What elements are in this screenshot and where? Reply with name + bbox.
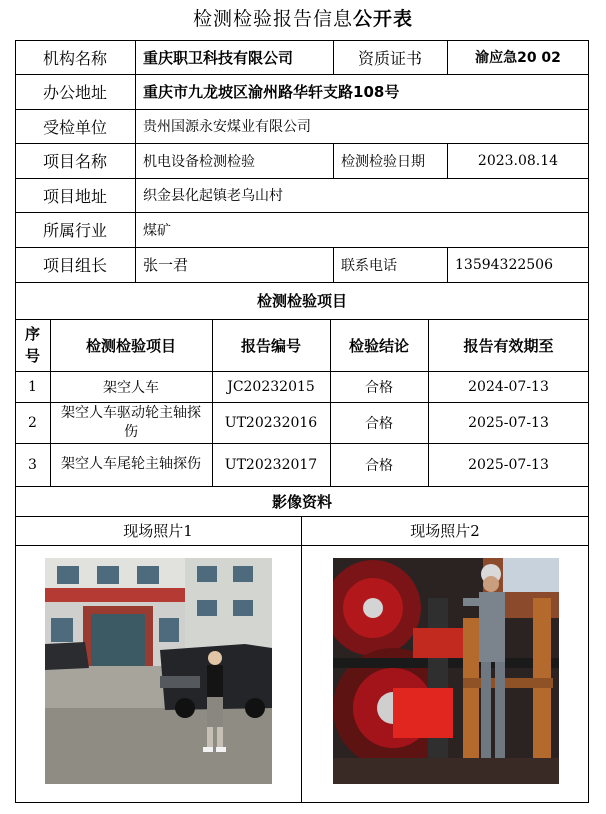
date-value: 2023.08.14 bbox=[477, 152, 559, 169]
table-row-result: 合格 bbox=[365, 379, 393, 396]
project-value: 机电设备检测检验 bbox=[143, 153, 255, 170]
title-main: 检测检验报告信息 bbox=[192, 8, 353, 30]
header-item: 检测检验项目 bbox=[85, 336, 176, 355]
phone-value: 13594322506 bbox=[455, 256, 553, 273]
table-row-report: UT20232016 bbox=[224, 414, 318, 431]
header-result: 检验结论 bbox=[348, 336, 409, 355]
address-value: 重庆市九龙坡区渝州路华轩支路108号 bbox=[143, 83, 400, 101]
org-label: 机构名称 bbox=[42, 48, 107, 68]
address-label: 办公地址 bbox=[42, 83, 107, 102]
table-row-no: 2 bbox=[28, 414, 37, 431]
photo2-label: 现场照片2 bbox=[410, 522, 480, 540]
header-no: 序号 bbox=[24, 325, 40, 365]
page-title bbox=[0, 4, 606, 31]
table-row-result: 合格 bbox=[365, 457, 393, 474]
image-section-title: 影像资料 bbox=[271, 492, 332, 511]
site-value: 织金县化起镇老乌山村 bbox=[143, 188, 283, 204]
cert-value: 渝应急20 02 bbox=[475, 50, 561, 66]
project-label: 项目名称 bbox=[42, 152, 107, 171]
org-value: 重庆职卫科技有限公司 bbox=[143, 48, 294, 67]
date-label: 检测检验日期 bbox=[341, 153, 425, 170]
table-row-no: 3 bbox=[28, 456, 37, 473]
table-row-report: UT20232017 bbox=[224, 456, 318, 473]
table-row-no: 1 bbox=[28, 378, 37, 395]
table-row-report: JC20232015 bbox=[227, 378, 315, 395]
leader-value: 张一君 bbox=[143, 256, 189, 274]
client-label: 受检单位 bbox=[42, 117, 107, 137]
header-report: 报告编号 bbox=[240, 336, 301, 355]
leader-label: 项目组长 bbox=[42, 256, 107, 275]
items-section-title: 检测检验项目 bbox=[256, 292, 347, 310]
photo1-label: 现场照片1 bbox=[123, 522, 193, 540]
site-photo-1 bbox=[45, 558, 272, 784]
table-row-valid: 2025-07-13 bbox=[468, 456, 549, 473]
title-emphasis: 公开表 bbox=[353, 8, 414, 30]
table-row-item: 架空人车 bbox=[103, 379, 159, 396]
cert-label: 资质证书 bbox=[357, 48, 422, 68]
phone-label: 联系电话 bbox=[341, 257, 397, 274]
table-row-result: 合格 bbox=[365, 415, 393, 432]
table-row-valid: 2025-07-13 bbox=[468, 414, 549, 431]
header-valid: 报告有效期至 bbox=[463, 336, 554, 355]
site-photo-2 bbox=[333, 558, 559, 784]
table-row-item: 架空人车尾轮主轴探伤 bbox=[61, 456, 201, 472]
table-row-valid: 2024-07-13 bbox=[468, 378, 549, 395]
industry-value: 煤矿 bbox=[143, 222, 171, 239]
industry-label: 所属行业 bbox=[42, 221, 107, 240]
site-label: 项目地址 bbox=[42, 186, 107, 206]
table-row-item: 架空人车驱动轮主轴探伤 bbox=[61, 404, 201, 440]
client-value: 贵州国源永安煤业有限公司 bbox=[143, 119, 311, 135]
